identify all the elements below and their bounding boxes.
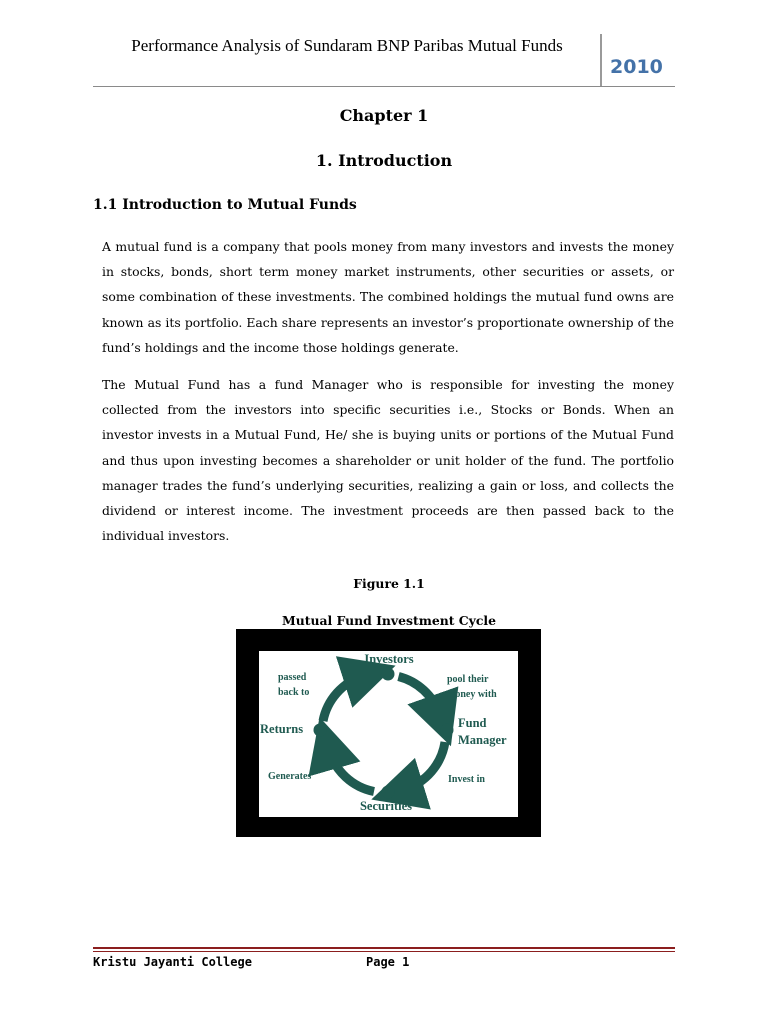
chapter-title: Chapter 1 (339, 106, 429, 125)
figure-title: Mutual Fund Investment Cycle (282, 613, 496, 628)
node-dot-fund-manager (441, 724, 454, 737)
header-year: 2010 (610, 56, 663, 78)
footer-rule-thin (93, 951, 675, 952)
paragraph-1: A mutual fund is a company that pools money from many investors and invests the money in stocks, bonds, short term money market instruments, other securities or assets, or some combination of these investments. The combined holdings the mutual fund owns are known as its portfolio. Each share represents an investor’s proportionate ownership of the fund’s holdings and the income those holdings generate. (102, 239, 674, 355)
edge-label-passed: passed (278, 672, 307, 683)
node-dot-returns (314, 724, 327, 737)
section-heading: 1. Introduction (315, 151, 453, 170)
header-title: Performance Analysis of Sundaram BNP Paribas Mutual Funds (131, 36, 563, 55)
figure-number: Figure 1.1 (353, 576, 425, 591)
footer-page-number: Page 1 (366, 955, 410, 969)
node-returns: Returns (260, 722, 304, 736)
subsection-heading: 1.1 Introduction to Mutual Funds (93, 197, 357, 213)
arrow-securities-to-returns (329, 750, 374, 792)
footer-rule (93, 947, 675, 949)
header-rule (93, 86, 675, 87)
node-securities: Securities (359, 799, 413, 813)
edge-label-back-to: back to (278, 687, 310, 698)
edge-label-pool-their: pool their (447, 674, 489, 685)
node-dot-securities (382, 786, 395, 799)
header-divider (600, 34, 602, 86)
investment-cycle-diagram (259, 651, 518, 817)
arrow-fund-manager-to-securities (404, 742, 445, 790)
paragraph-2: The Mutual Fund has a fund Manager who is responsible for investing the money collected from the investors into specific securities i.e., Stocks or Bonds. When an investor invests in a Mutual Fund, He/ she is buying units or portions of the Mutual Fund and thus upon investing becomes a shareholder or unit holder of the fund. The portfolio manager trades the fund’s underlying securities, realizing a gain or loss, and collects the dividend or interest income. The investment proceeds are then passed back to the individual investors. (102, 377, 674, 544)
arrow-investors-to-fund-manager (399, 677, 440, 715)
edge-label-generates: Generates (268, 771, 312, 782)
footer-college: Kristu Jayanti College (93, 955, 252, 969)
node-investors: Investors (364, 652, 414, 666)
arrow-returns-to-investors (323, 676, 363, 721)
edge-label-invest-in: Invest in (448, 774, 485, 785)
edge-label-money-with: money with (447, 689, 497, 700)
node-dot-investors (382, 668, 395, 681)
node-manager: Manager (458, 733, 507, 747)
node-fund: Fund (458, 716, 487, 730)
